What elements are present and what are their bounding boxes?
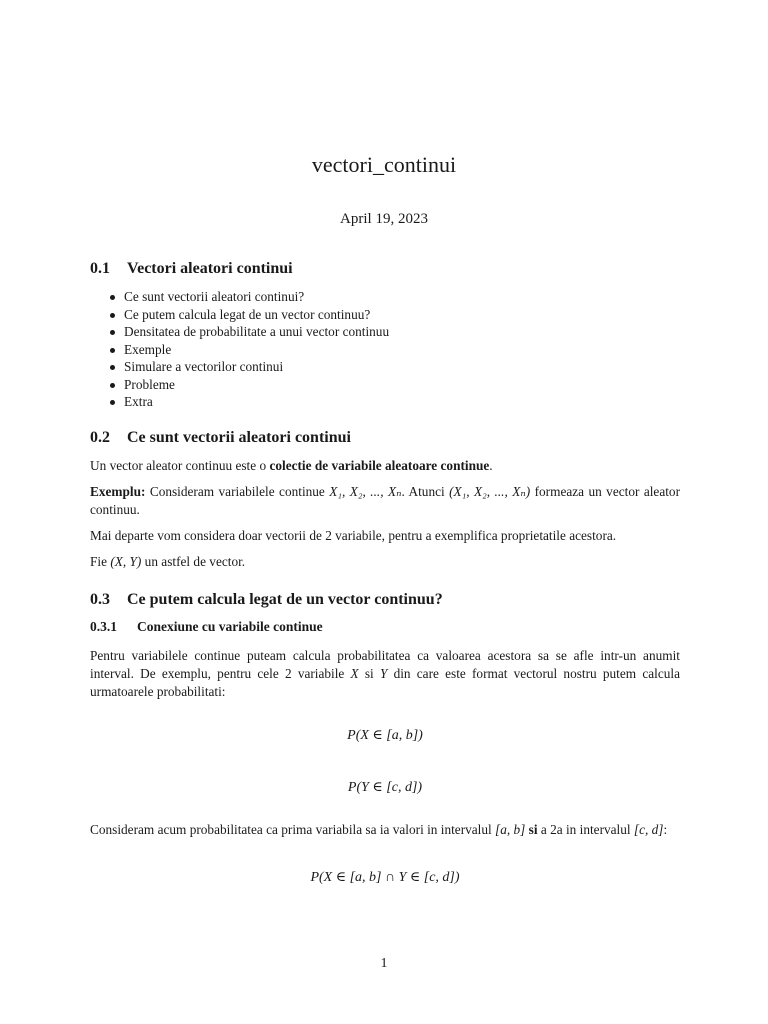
paragraph — [90, 483, 680, 519]
paragraph — [90, 553, 680, 571]
math-inline: X₁, X₂, ..., Xₙ — [329, 483, 402, 499]
subsection-heading-0-3-1 — [90, 617, 680, 637]
text: . — [489, 457, 493, 473]
page-number: 1 — [380, 956, 388, 971]
emphasis-text: si — [528, 821, 538, 837]
text: . Atunci — [401, 483, 450, 499]
document-date: April 19, 2023 — [340, 211, 428, 227]
text: Pentru variabilele continue puteam calcula probabilitatea ca valoarea acestora sa se afle intr-un anumit interval. De exemplu, pentru cele 2 variabile — [90, 647, 680, 681]
text: din care este format vectorul nostru putem calcula urmatoarele probabilitati: — [90, 665, 680, 699]
list-item: Ce sunt vectorii aleatori continui? — [108, 288, 680, 306]
text: Un vector aleator continuu este o — [90, 457, 270, 473]
text: a 2a in intervalul — [537, 821, 634, 837]
text: : — [663, 821, 668, 837]
section-title: Ce sunt vectorii aleatori continui — [127, 428, 351, 446]
subsection-title: Conexiune cu variabile continue — [137, 618, 323, 634]
text: Fie — [90, 553, 111, 569]
equation: P(X ∈ [a, b] ∩ Y ∈ [c, d]) — [310, 869, 460, 885]
list-item: Probleme — [108, 376, 680, 394]
paragraph — [90, 457, 680, 475]
emphasis-text: colectie de variabile aleatoare continue — [269, 457, 490, 473]
text: Consideram variabilele continue — [145, 483, 330, 499]
list-item: Exemple — [108, 341, 680, 359]
section-heading-0-3 — [90, 589, 680, 611]
section-number: 0.1 — [90, 260, 110, 277]
document-body — [90, 258, 680, 887]
text: Consideram acum probabilitatea ca prima variabila sa ia valori in intervalul — [90, 821, 496, 837]
list-item: Simulare a vectorilor continui — [108, 358, 680, 376]
section-heading-0-1 — [90, 258, 680, 280]
section-heading-0-2 — [90, 427, 680, 449]
list-item: Extra — [108, 393, 680, 411]
paragraph — [90, 647, 680, 701]
paragraph — [90, 821, 680, 839]
math-inline: X — [350, 665, 359, 681]
equation: P(Y ∈ [c, d]) — [347, 779, 423, 795]
list-item: Densitatea de probabilitate a unui vector continuu — [108, 323, 680, 341]
list-item: Ce putem calcula legat de un vector continuu? — [108, 306, 680, 324]
section-title: Vectori aleatori continui — [127, 260, 293, 277]
section-number: 0.3 — [90, 590, 110, 608]
math-inline: [a, b] — [495, 821, 526, 837]
section-number: 0.2 — [90, 428, 110, 446]
text: un astfel de vector. — [141, 553, 246, 569]
math-inline: Y — [379, 665, 388, 681]
example-label: Exemplu: — [90, 483, 146, 499]
text: formeaza un vector aleator continuu. — [90, 483, 680, 517]
section-title: Ce putem calcula legat de un vector continuu? — [127, 590, 443, 608]
subsection-number: 0.3.1 — [90, 618, 117, 634]
text: si — [358, 665, 380, 681]
math-inline: (X₁, X₂, ..., Xₙ) — [449, 483, 531, 499]
equation: P(X ∈ [a, b]) — [347, 727, 423, 743]
contents-list — [90, 288, 680, 411]
math-inline: [c, d] — [633, 821, 664, 837]
math-inline: (X, Y) — [110, 553, 142, 569]
document-title: vectori_continui — [311, 152, 457, 177]
paragraph: Mai departe vom considera doar vectorii de 2 variabile, pentru a exemplifica proprietatile acestora. — [90, 527, 617, 543]
